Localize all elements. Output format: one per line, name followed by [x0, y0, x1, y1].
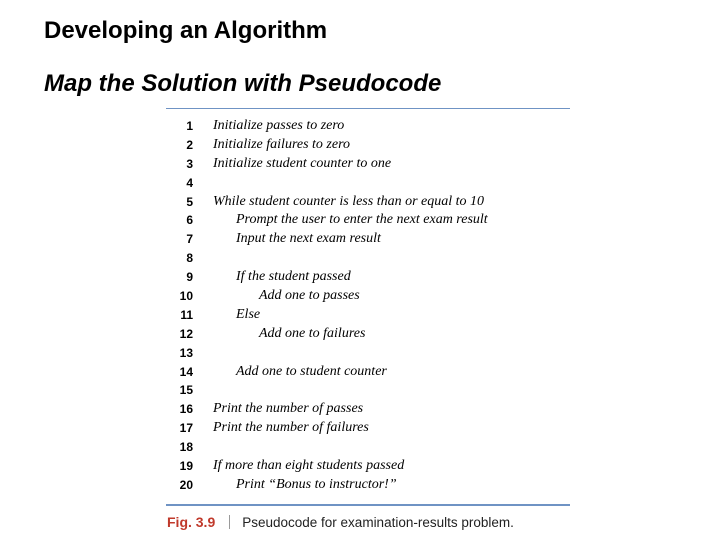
code-line	[166, 230, 570, 249]
line-text: If the student passed	[236, 269, 351, 285]
line-number: 19	[179, 459, 193, 474]
code-line	[166, 381, 570, 400]
code-line	[166, 325, 570, 344]
code-line	[166, 344, 570, 363]
line-number: 16	[179, 402, 193, 417]
line-number: 7	[186, 232, 193, 247]
line-number: 13	[179, 345, 193, 360]
line-text: Add one to student counter	[236, 363, 387, 379]
line-number: 6	[186, 213, 193, 228]
line-number: 20	[179, 477, 193, 492]
code-line	[166, 249, 570, 268]
line-text: While student counter is less than or equal to 10	[213, 193, 485, 209]
figure-bottom-rule	[166, 504, 570, 506]
line-number: 9	[186, 270, 193, 285]
line-text: Print the number of failures	[213, 420, 369, 436]
line-text: If more than eight students passed	[213, 458, 405, 474]
line-number: 4	[186, 175, 193, 190]
line-number: 17	[179, 421, 193, 436]
figure-label: Fig. 3.9	[167, 514, 216, 530]
pseudocode-listing	[166, 117, 570, 495]
line-text: Input the next exam result	[236, 231, 381, 247]
code-line	[166, 400, 570, 419]
code-line	[166, 155, 570, 174]
code-line	[166, 193, 570, 212]
pseudocode-figure	[166, 108, 570, 534]
figure-caption	[167, 512, 514, 532]
line-text: Initialize failures to zero	[213, 136, 351, 152]
code-line	[166, 117, 570, 136]
line-text: Add one to passes	[259, 288, 360, 304]
line-text: Initialize student counter to one	[213, 155, 392, 171]
code-line	[166, 287, 570, 306]
line-number: 10	[179, 289, 193, 304]
line-number: 3	[186, 156, 193, 171]
slide-title: Developing an Algorithm	[44, 17, 328, 44]
code-line	[166, 211, 570, 230]
code-line	[166, 457, 570, 476]
line-number: 14	[179, 364, 193, 379]
caption-separator	[229, 515, 230, 529]
line-number: 15	[179, 383, 193, 398]
code-line	[166, 419, 570, 438]
slide-subtitle: Map the Solution with Pseudocode	[44, 70, 442, 97]
line-number: 12	[179, 326, 193, 341]
code-line	[166, 268, 570, 287]
line-text: Initialize passes to zero	[213, 118, 345, 133]
line-number: 2	[186, 137, 193, 152]
code-line	[166, 476, 570, 495]
line-number: 18	[179, 440, 193, 455]
line-text: Print the number of passes	[213, 401, 364, 417]
caption-text: Pseudocode for examination-results problem.	[242, 515, 514, 530]
code-line	[166, 438, 570, 457]
code-line	[166, 136, 570, 155]
line-number: 11	[180, 307, 193, 322]
line-text: Prompt the user to enter the next exam result	[236, 212, 488, 228]
line-text: Print “Bonus to instructor!”	[236, 476, 397, 492]
line-number: 1	[186, 119, 193, 133]
line-number: 5	[186, 194, 193, 209]
line-text: Add one to failures	[259, 325, 366, 341]
line-text: Else	[236, 306, 261, 322]
line-number: 8	[186, 251, 193, 266]
code-line	[166, 174, 570, 193]
code-line	[166, 363, 570, 382]
code-line	[166, 306, 570, 325]
figure-top-rule	[166, 108, 570, 109]
